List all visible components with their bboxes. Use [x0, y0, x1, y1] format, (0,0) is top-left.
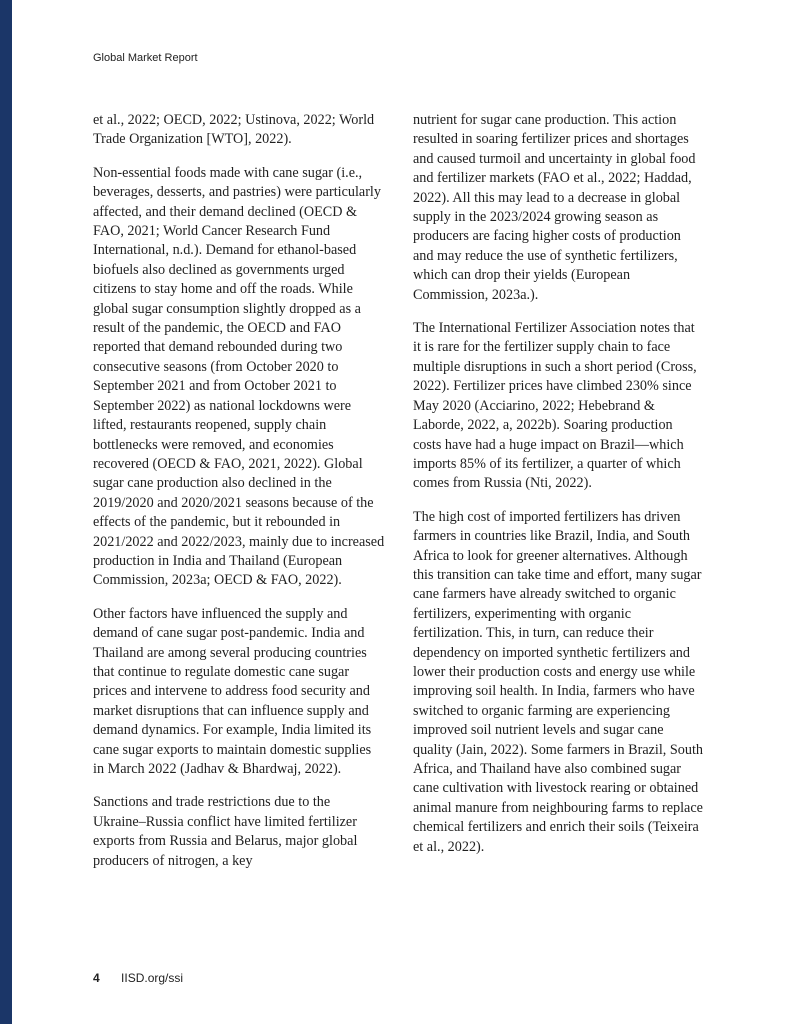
page-footer: [93, 971, 183, 985]
paragraph: et al., 2022; OECD, 2022; Ustinova, 2022; World Trade Organization [WTO], 2022).: [93, 112, 375, 148]
page-number: 4: [93, 971, 100, 985]
left-column: [93, 111, 385, 885]
footer-site-link[interactable]: IISD.org/ssi: [121, 971, 184, 985]
side-accent-bar: [0, 0, 12, 1024]
right-column: [413, 111, 703, 871]
paragraph: Non-essential foods made with cane sugar (i.e., beverages, desserts, and pastries) were particularly affected, and their demand declined (OECD & FAO, 2021; World Cancer Research Fund International, n.d.). Demand for ethanol-based biofuels also declined as governments urged citizens to stay home and off the roads. While global sugar consumption slightly dropped as a result of the pandemic, the OECD and FAO reported that demand rebounded during two consecutive seasons (from October 2020 to September 2021 and from October 2021 to September 2022) as national lockdowns were lifted, restaurants reopened, supply chain bottlenecks were removed, and economies recovered (OECD & FAO, 2021, 2022). Global sugar cane production also declined in the 2019/2020 and 2020/2021 seasons because of the effects of the pandemic, but it rebounded in 2021/2022 and 2022/2023, mainly due to increased production in India and Thailand (European Commission, 2023a; OECD & FAO, 2022).: [93, 164, 385, 589]
paragraph: Sanctions and trade restrictions due to the Ukraine–Russia conflict have limited fertilizer exports from Russia and Belarus, major global producers of nitrogen, a key: [93, 794, 358, 869]
paragraph: The International Fertilizer Association notes that it is rare for the fertilizer supply chain to face multiple disruptions in such a short period (Cross, 2022). Fertilizer prices have climbed 230% since May 2020 (Acciarino, 2022; Hebebrand & Laborde, 2022, a, 2022b). Soaring production costs have had a huge impact on Brazil—which imports 85% of its fertilizer, a quarter of which comes from Russia (Nti, 2022).: [413, 320, 697, 492]
paragraph: nutrient for sugar cane production. This action resulted in soaring fertilizer prices and shortages and caused turmoil and uncertainty in global food and fertilizer markets (FAO et al., 2022; Haddad, 2022). All this may lead to a decrease in global supply in the 2023/2024 growing season as producers are facing higher costs of production and may reduce the use of synthetic fertilizers, which can drop their yields (European Commission, 2023a.).: [413, 112, 696, 303]
paragraph: Other factors have influenced the supply and demand of cane sugar post-pandemic. India and Thailand are among several producing countries that continue to regulate domestic cane sugar prices and intervene to address food security and market disruptions that can influence supply and demand dynamics. For example, India limited its cane sugar exports to maintain domestic supplies in March 2022 (Jadhav & Bhardwaj, 2022).: [93, 605, 372, 777]
paragraph: The high cost of imported fertilizers has driven farmers in countries like Brazil, India, and South Africa to look for greener alternatives. Although this transition can take time and effort, many sugar cane farmers have already switched to organic fertilizers, experimenting with organic fertilization. This, in turn, can reduce their dependency on imported synthetic fertilizers and lower their production costs and energy use while improving soil health. In India, farmers who have switched to organic farming are experiencing improved soil nutrient levels and sugar cane quality (Jain, 2022). Some farmers in Brazil, South Africa, and Thailand have also combined sugar cane cultivation with livestock rearing or obtained animal manure from neighbouring farms to replace chemical fertilizers and enrich their soils (Teixeira et al., 2022).: [413, 508, 704, 855]
running-header: Global Market Report: [93, 52, 198, 64]
